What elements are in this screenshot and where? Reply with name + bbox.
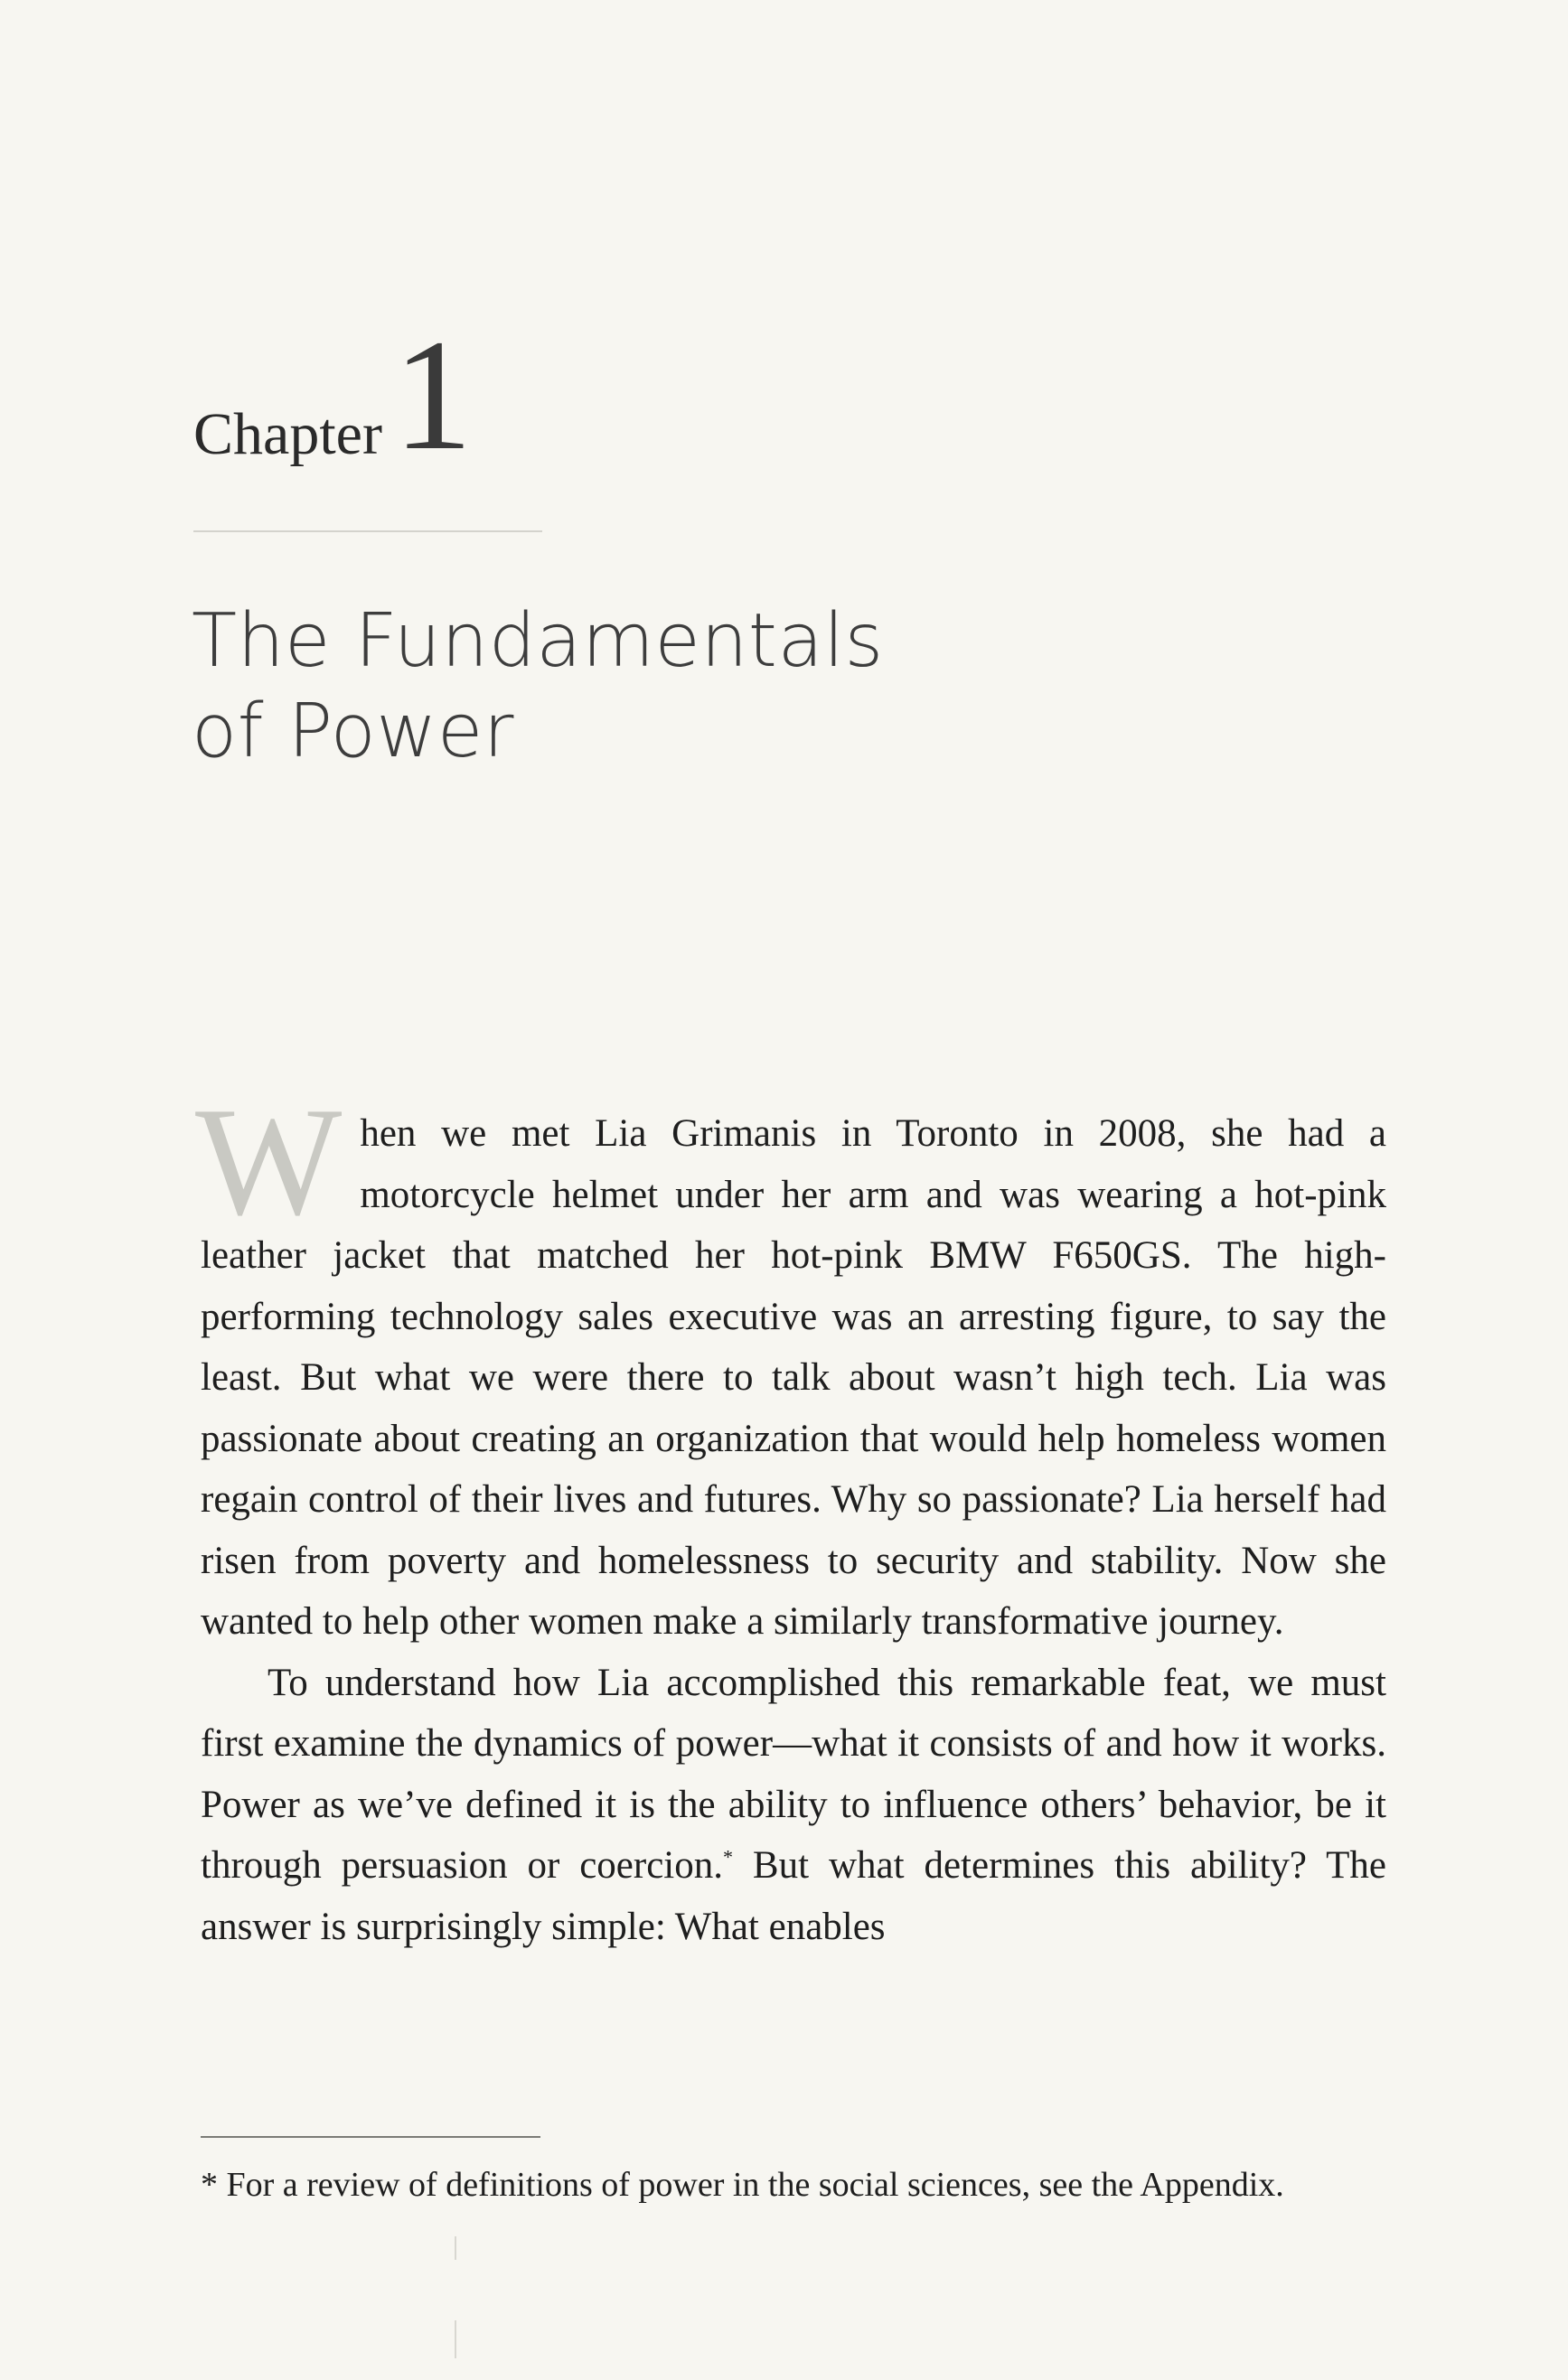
paragraph-2	[201, 1653, 1386, 1958]
chapter-number: 1	[392, 307, 473, 483]
scan-mark-top	[455, 2236, 456, 2260]
chapter-title	[192, 596, 884, 777]
footnote-divider	[201, 2136, 540, 2138]
footnote-reference: *	[723, 1845, 733, 1869]
paragraph-2-text-start: To understand how Lia accomplished this remarkable feat, we must first examine the dynamics of power—what it consists of and how it works. Power as we’ve defined it is the ability to influence others’ behavior, be it through persuasion or coercion.	[201, 1661, 1386, 1887]
chapter-divider	[193, 530, 542, 532]
chapter-heading	[193, 307, 473, 483]
scan-mark-bottom	[455, 2320, 456, 2358]
paragraph-1	[195, 1076, 1386, 1653]
chapter-title-line-2: of Power	[192, 689, 515, 774]
footnote: * For a review of definitions of power in the social sciences, see the Appendix.	[201, 2166, 1284, 2204]
chapter-title-line-1: The Fundamentals	[192, 598, 884, 684]
body-text	[195, 1076, 1386, 1957]
paragraph-2-text-end: But what determines this ability? The answer is surprisingly simple: What enables	[201, 1844, 1386, 1948]
drop-cap: W	[195, 1076, 343, 1248]
paragraph-1-text: hen we met Lia Grimanis in Toronto in 2008, she had a motorcycle helmet under her arm and was wearing a hot-pink leather jacket that matched her hot-pink BMW F650GS. The high-performing technology sales executive was an arresting figure, to say the least. But what we were there to talk about wasn’t high tech. Lia was passionate about creating an organization that would help homeless women regain control of their lives and futures. Why so passionate? Lia herself had risen from poverty and homelessness to security and stability. Now she wanted to help other women make a similarly transformative journey.	[201, 1112, 1386, 1643]
chapter-label: Chapter	[193, 401, 382, 467]
